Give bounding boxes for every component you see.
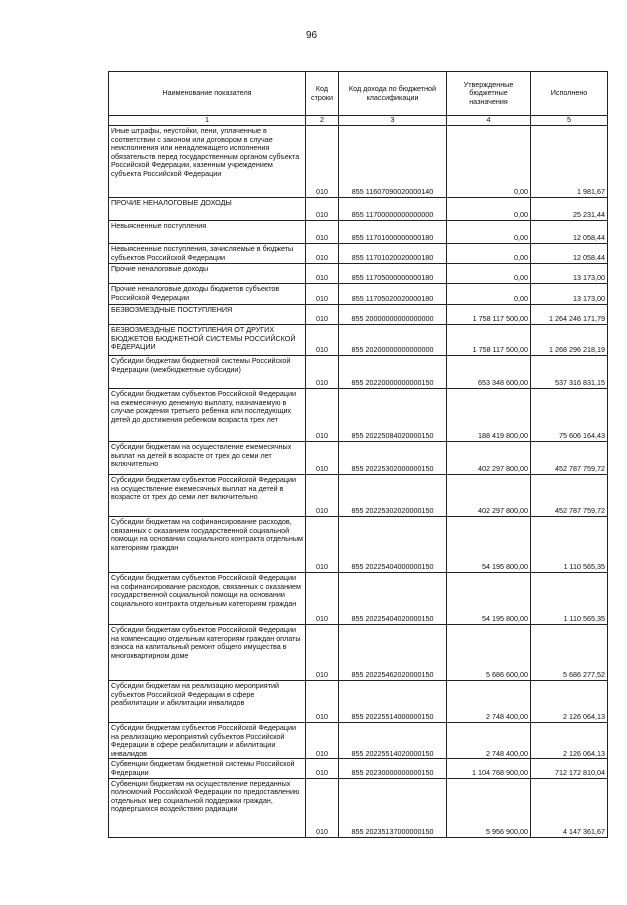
header-kbk: Код дохода по бюджетной классификации bbox=[339, 72, 447, 116]
header-executed: Исполнено bbox=[531, 72, 608, 116]
row-name: Субсидии бюджетам субъектов Российской Федерации на осуществление ежемесячных выплат на детей в возрасте от трех до семи лет включительно bbox=[109, 475, 306, 517]
row-kbk: 855 11701020020000180 bbox=[339, 244, 447, 264]
row-name: БЕЗВОЗМЕЗДНЫЕ ПОСТУПЛЕНИЯ ОТ ДРУГИХ БЮДЖЕТОВ БЮДЖЕТНОЙ СИСТЕМЫ РОССИЙСКОЙ ФЕДЕРАЦИИ bbox=[109, 325, 306, 356]
row-kbk: 855 20225514000000150 bbox=[339, 681, 447, 723]
row-executed: 12 058,44 bbox=[531, 244, 608, 264]
row-name: Субсидии бюджетам на софинансирование расходов, связанных с оказанием государственной социальной помощи на основании социального контракта отдельным категориям граждан bbox=[109, 517, 306, 573]
row-name: Субвенции бюджетам на осуществление переданных полномочий Российской Федерации по предоставлению отдельных мер социальной поддержки граждан, подвергшихся воздействию радиации bbox=[109, 778, 306, 837]
row-code: 010 bbox=[306, 475, 339, 517]
column-index: 1 bbox=[109, 116, 306, 126]
row-executed: 1 264 246 171,79 bbox=[531, 305, 608, 325]
row-executed: 2 126 064,13 bbox=[531, 723, 608, 759]
table-row bbox=[109, 305, 608, 325]
row-kbk: 855 11705000000000180 bbox=[339, 264, 447, 284]
row-executed: 537 316 831,15 bbox=[531, 356, 608, 389]
row-executed: 1 110 565,35 bbox=[531, 573, 608, 625]
page-number: 96 bbox=[306, 30, 318, 41]
row-approved: 5 686 600,00 bbox=[447, 625, 531, 681]
row-approved: 0,00 bbox=[447, 198, 531, 221]
row-approved: 188 419 800,00 bbox=[447, 389, 531, 442]
table-body bbox=[109, 126, 608, 838]
row-kbk: 855 20200000000000000 bbox=[339, 325, 447, 356]
row-code: 010 bbox=[306, 681, 339, 723]
row-executed: 5 686 277,52 bbox=[531, 625, 608, 681]
header-name: Наименование показателя bbox=[109, 72, 306, 116]
row-name: Невыясненные поступления, зачисляемые в бюджеты субъектов Российской Федерации bbox=[109, 244, 306, 264]
budget-income-table bbox=[108, 71, 608, 838]
table-row bbox=[109, 723, 608, 759]
row-approved: 54 195 800,00 bbox=[447, 573, 531, 625]
row-name: Субсидии бюджетам бюджетной системы Российской Федерации (межбюджетные субсидии) bbox=[109, 356, 306, 389]
column-index: 5 bbox=[531, 116, 608, 126]
row-kbk: 855 20225404020000150 bbox=[339, 573, 447, 625]
column-index-row bbox=[109, 116, 608, 126]
row-name: Прочие неналоговые доходы бюджетов субъектов Российской Федерации bbox=[109, 284, 306, 305]
table-row bbox=[109, 264, 608, 284]
row-code: 010 bbox=[306, 723, 339, 759]
row-name: Субсидии бюджетам субъектов Российской Федерации на реализацию мероприятий субъектов Российской Федерации в сфере реабилитации и абилитации инвалидов bbox=[109, 723, 306, 759]
row-name: Субсидии бюджетам субъектов Российской Федерации на компенсацию отдельным категориям граждан оплаты взноса на капитальный ремонт общего имущества в многоквартирном доме bbox=[109, 625, 306, 681]
table-row bbox=[109, 356, 608, 389]
row-kbk: 855 11705020020000180 bbox=[339, 284, 447, 305]
row-kbk: 855 20000000000000000 bbox=[339, 305, 447, 325]
table-row bbox=[109, 573, 608, 625]
row-name: Иные штрафы, неустойки, пени, уплаченные в соответствии с законом или договором в случае неисполнения или ненадлежащего исполнения обязательств перед государственным органом субъекта Российской Федерации, казенным учреждением субъекта Российской Федерации bbox=[109, 126, 306, 198]
row-approved: 0,00 bbox=[447, 221, 531, 244]
row-name: БЕЗВОЗМЕЗДНЫЕ ПОСТУПЛЕНИЯ bbox=[109, 305, 306, 325]
table-row bbox=[109, 221, 608, 244]
row-kbk: 855 20225514020000150 bbox=[339, 723, 447, 759]
row-kbk: 855 20225084020000150 bbox=[339, 389, 447, 442]
table-row bbox=[109, 284, 608, 305]
row-kbk: 855 11607090020000140 bbox=[339, 126, 447, 198]
row-executed: 2 126 064,13 bbox=[531, 681, 608, 723]
row-code: 010 bbox=[306, 264, 339, 284]
row-name: Субсидии бюджетам на осуществление ежемесячных выплат на детей в возрасте от трех до семи лет включительно bbox=[109, 442, 306, 475]
row-name: Субсидии бюджетам субъектов Российской Федерации на ежемесячную денежную выплату, назначаемую в случае рождения третьего ребенка или последующих детей до достижения ребенком возраста трех лет bbox=[109, 389, 306, 442]
row-name: ПРОЧИЕ НЕНАЛОГОВЫЕ ДОХОДЫ bbox=[109, 198, 306, 221]
row-executed: 452 787 759,72 bbox=[531, 442, 608, 475]
table-row bbox=[109, 325, 608, 356]
row-code: 010 bbox=[306, 759, 339, 778]
table-row bbox=[109, 759, 608, 778]
row-code: 010 bbox=[306, 126, 339, 198]
header-code: Код строки bbox=[306, 72, 339, 116]
row-code: 010 bbox=[306, 389, 339, 442]
column-index: 4 bbox=[447, 116, 531, 126]
row-code: 010 bbox=[306, 221, 339, 244]
row-executed: 12 058,44 bbox=[531, 221, 608, 244]
row-approved: 5 956 900,00 bbox=[447, 778, 531, 837]
row-kbk: 855 20225404000000150 bbox=[339, 517, 447, 573]
row-kbk: 855 20235137000000150 bbox=[339, 778, 447, 837]
row-code: 010 bbox=[306, 778, 339, 837]
row-code: 010 bbox=[306, 198, 339, 221]
row-code: 010 bbox=[306, 325, 339, 356]
row-executed: 452 787 759,72 bbox=[531, 475, 608, 517]
row-name: Невыясненные поступления bbox=[109, 221, 306, 244]
row-kbk: 855 20225302020000150 bbox=[339, 475, 447, 517]
row-code: 010 bbox=[306, 284, 339, 305]
row-executed: 4 147 361,67 bbox=[531, 778, 608, 837]
row-approved: 2 748 400,00 bbox=[447, 723, 531, 759]
row-approved: 1 104 768 900,00 bbox=[447, 759, 531, 778]
row-approved: 2 748 400,00 bbox=[447, 681, 531, 723]
row-name: Субсидии бюджетам субъектов Российской Федерации на софинансирование расходов, связанных с оказанием государственной социальной помощи на основании социального контракта отдельным категориям граждан bbox=[109, 573, 306, 625]
row-executed: 1 110 565,35 bbox=[531, 517, 608, 573]
table-row bbox=[109, 475, 608, 517]
table-row bbox=[109, 625, 608, 681]
table-row bbox=[109, 778, 608, 837]
table-row bbox=[109, 126, 608, 198]
row-executed: 1 268 296 218,19 bbox=[531, 325, 608, 356]
table-row bbox=[109, 517, 608, 573]
row-approved: 1 758 117 500,00 bbox=[447, 305, 531, 325]
row-name: Прочие неналоговые доходы bbox=[109, 264, 306, 284]
row-approved: 54 195 800,00 bbox=[447, 517, 531, 573]
row-executed: 13 173,00 bbox=[531, 284, 608, 305]
row-kbk: 855 20220000000000150 bbox=[339, 356, 447, 389]
table-row bbox=[109, 681, 608, 723]
row-approved: 653 348 600,00 bbox=[447, 356, 531, 389]
row-name: Субсидии бюджетам на реализацию мероприятий субъектов Российской Федерации в сфере реабилитации и абилитации инвалидов bbox=[109, 681, 306, 723]
row-approved: 402 297 800,00 bbox=[447, 475, 531, 517]
table-header-row bbox=[109, 72, 608, 116]
row-kbk: 855 20230000000000150 bbox=[339, 759, 447, 778]
row-kbk: 855 20225302000000150 bbox=[339, 442, 447, 475]
row-approved: 0,00 bbox=[447, 284, 531, 305]
row-kbk: 855 11700000000000000 bbox=[339, 198, 447, 221]
table-row bbox=[109, 244, 608, 264]
row-code: 010 bbox=[306, 244, 339, 264]
row-executed: 13 173,00 bbox=[531, 264, 608, 284]
row-name: Субвенции бюджетам бюджетной системы Российской Федерации bbox=[109, 759, 306, 778]
row-code: 010 bbox=[306, 573, 339, 625]
row-executed: 75 606 164,43 bbox=[531, 389, 608, 442]
row-code: 010 bbox=[306, 517, 339, 573]
row-code: 010 bbox=[306, 442, 339, 475]
row-code: 010 bbox=[306, 625, 339, 681]
row-approved: 0,00 bbox=[447, 264, 531, 284]
row-approved: 1 758 117 500,00 bbox=[447, 325, 531, 356]
column-index: 3 bbox=[339, 116, 447, 126]
row-code: 010 bbox=[306, 356, 339, 389]
row-approved: 402 297 800,00 bbox=[447, 442, 531, 475]
table-row bbox=[109, 389, 608, 442]
row-approved: 0,00 bbox=[447, 126, 531, 198]
row-kbk: 855 11701000000000180 bbox=[339, 221, 447, 244]
row-approved: 0,00 bbox=[447, 244, 531, 264]
table-row bbox=[109, 442, 608, 475]
row-code: 010 bbox=[306, 305, 339, 325]
row-executed: 1 981,67 bbox=[531, 126, 608, 198]
row-executed: 25 231,44 bbox=[531, 198, 608, 221]
header-approved: Утвержденные бюджетные назначения bbox=[447, 72, 531, 116]
column-index: 2 bbox=[306, 116, 339, 126]
row-executed: 712 172 810,04 bbox=[531, 759, 608, 778]
row-kbk: 855 20225462020000150 bbox=[339, 625, 447, 681]
table-row bbox=[109, 198, 608, 221]
